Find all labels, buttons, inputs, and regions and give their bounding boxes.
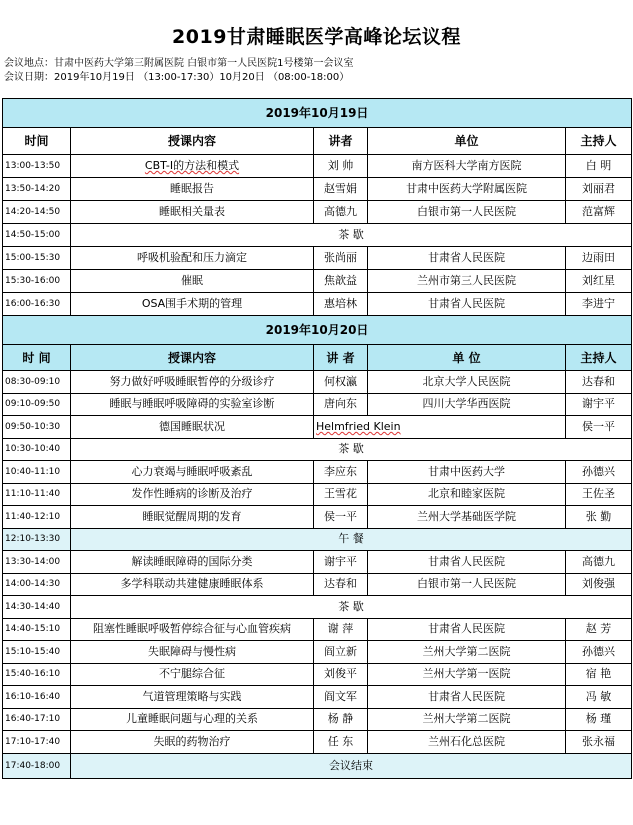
session-row	[3, 618, 632, 641]
session-row	[3, 483, 632, 506]
session-row	[3, 663, 632, 686]
host-cell: 赵 芳	[566, 618, 632, 641]
speaker-text: Helmfried Klein	[316, 419, 401, 433]
speaker-cell: 张尚丽	[314, 247, 368, 270]
topic-cell: 气道管理策略与实践	[71, 686, 314, 709]
host-cell: 侯一平	[566, 416, 632, 439]
time-cell: 11:10-11:40	[3, 483, 71, 506]
unit-cell: 白银市第一人民医院	[368, 201, 566, 224]
speaker-cell: 赵雪娟	[314, 178, 368, 201]
speaker-cell: 任 东	[314, 731, 368, 754]
unit-cell: 北京大学人民医院	[368, 371, 566, 394]
break-label: 午 餐	[71, 528, 632, 551]
topic-cell: 睡眠觉醒周期的发育	[71, 506, 314, 529]
topic-cell: 心力衰竭与睡眠呼吸紊乱	[71, 461, 314, 484]
session-row	[3, 506, 632, 529]
host-cell: 张 勤	[566, 506, 632, 529]
host-cell: 孙德兴	[566, 641, 632, 664]
day1-header-cell: 授课内容	[71, 128, 314, 155]
venue-line: 会议地点：甘肃中医药大学第三附属医院 白银市第一人民医院1号楼第一会议室	[4, 58, 354, 69]
time-cell: 10:40-11:10	[3, 461, 71, 484]
session-row	[3, 293, 632, 316]
session-row	[3, 393, 632, 416]
time-cell: 08:30-09:10	[3, 371, 71, 394]
speaker-cell: 高德九	[314, 201, 368, 224]
time-cell: 13:50-14:20	[3, 178, 71, 201]
break-label: 茶 歇	[71, 438, 632, 461]
host-cell: 刘丽君	[566, 178, 632, 201]
host-cell: 王佐圣	[566, 483, 632, 506]
host-cell: 达春和	[566, 371, 632, 394]
host-cell: 杨 瑾	[566, 708, 632, 731]
break-row	[3, 596, 632, 619]
topic-cell: 阻塞性睡眠呼吸暂停综合征与心血管疾病	[71, 618, 314, 641]
time-cell: 14:40-15:10	[3, 618, 71, 641]
speaker-cell: 谢 萍	[314, 618, 368, 641]
time-cell: 13:00-13:50	[3, 155, 71, 178]
speaker-cell: 刘俊平	[314, 663, 368, 686]
unit-cell: 兰州大学第二医院	[368, 708, 566, 731]
speaker-cell: 阎文军	[314, 686, 368, 709]
session-row	[3, 461, 632, 484]
break-row	[3, 528, 632, 551]
break-label: 茶 歇	[71, 596, 632, 619]
session-row	[3, 573, 632, 596]
unit-cell: 甘肃中医药大学	[368, 461, 566, 484]
unit-cell: 南方医科大学南方医院	[368, 155, 566, 178]
speaker-cell: 杨 静	[314, 708, 368, 731]
session-row	[3, 641, 632, 664]
host-cell: 李进宁	[566, 293, 632, 316]
topic-cell: 儿童睡眠问题与心理的关系	[71, 708, 314, 731]
host-cell: 谢宇平	[566, 393, 632, 416]
unit-cell: 白银市第一人民医院	[368, 573, 566, 596]
session-row	[3, 686, 632, 709]
session-row	[3, 731, 632, 754]
speaker-cell: 谢宇平	[314, 551, 368, 574]
time-cell: 15:40-16:10	[3, 663, 71, 686]
topic-cell: 努力做好呼吸睡眠暂停的分级诊疗	[71, 371, 314, 394]
speaker-cell: 阎立新	[314, 641, 368, 664]
speaker-cell: 刘 帅	[314, 155, 368, 178]
time-cell: 12:10-13:30	[3, 528, 71, 551]
date-line: 会议日期：2019年10月19日 （13:00-17:30）10月20日 （08:00-18:00）	[4, 72, 350, 83]
day2-header-cell: 讲 者	[314, 345, 368, 371]
speaker-cell: 惠培林	[314, 293, 368, 316]
speaker-cell: 侯一平	[314, 506, 368, 529]
time-cell: 11:40-12:10	[3, 506, 71, 529]
time-cell: 14:20-14:50	[3, 201, 71, 224]
day2-header-cell: 主持人	[566, 345, 632, 371]
session-row	[3, 155, 632, 178]
host-cell: 刘红星	[566, 270, 632, 293]
break-row	[3, 753, 632, 778]
topic-cell	[71, 155, 314, 178]
unit-cell: 兰州石化总医院	[368, 731, 566, 754]
session-row	[3, 371, 632, 394]
day1-date: 2019年10月19日	[3, 99, 632, 128]
speaker-cell	[314, 416, 566, 439]
topic-cell: 睡眠相关量表	[71, 201, 314, 224]
topic-cell: 解读睡眠障碍的国际分类	[71, 551, 314, 574]
time-cell: 16:10-16:40	[3, 686, 71, 709]
speaker-cell: 唐向东	[314, 393, 368, 416]
host-cell: 孙德兴	[566, 461, 632, 484]
topic-cell: 失眠障碍与慢性病	[71, 641, 314, 664]
time-cell: 09:10-09:50	[3, 393, 71, 416]
host-cell: 宿 艳	[566, 663, 632, 686]
time-cell: 17:40-18:00	[3, 753, 71, 778]
day1-date-row	[3, 99, 632, 128]
unit-cell: 甘肃中医药大学附属医院	[368, 178, 566, 201]
time-cell: 13:30-14:00	[3, 551, 71, 574]
host-cell: 边雨田	[566, 247, 632, 270]
topic-cell: 睡眠与睡眠呼吸障碍的实验室诊断	[71, 393, 314, 416]
day2-header-cell: 授课内容	[71, 345, 314, 371]
host-cell: 张永福	[566, 731, 632, 754]
host-cell: 范富辉	[566, 201, 632, 224]
unit-cell: 兰州大学基础医学院	[368, 506, 566, 529]
break-label: 茶 歇	[71, 224, 632, 247]
speaker-cell: 李应东	[314, 461, 368, 484]
session-row	[3, 247, 632, 270]
agenda-table	[2, 98, 632, 779]
topic-cell: 德国睡眠状况	[71, 416, 314, 439]
host-cell: 冯 敏	[566, 686, 632, 709]
speaker-cell: 焦歆益	[314, 270, 368, 293]
time-cell: 15:30-16:00	[3, 270, 71, 293]
speaker-cell: 王雪花	[314, 483, 368, 506]
break-label: 会议结束	[71, 753, 632, 778]
unit-cell: 甘肃省人民医院	[368, 618, 566, 641]
day2-date-row	[3, 316, 632, 345]
day1-header-cell: 讲者	[314, 128, 368, 155]
day1-header-row	[3, 128, 632, 155]
time-cell: 16:00-16:30	[3, 293, 71, 316]
time-cell: 17:10-17:40	[3, 731, 71, 754]
topic-cell: 不宁腿综合征	[71, 663, 314, 686]
day1-header-cell: 单位	[368, 128, 566, 155]
unit-cell: 甘肃省人民医院	[368, 293, 566, 316]
unit-cell: 甘肃省人民医院	[368, 551, 566, 574]
topic-cell: 多学科联动共建健康睡眠体系	[71, 573, 314, 596]
time-cell: 14:50-15:00	[3, 224, 71, 247]
break-row	[3, 438, 632, 461]
unit-cell: 兰州大学第一医院	[368, 663, 566, 686]
topic-text: CBT-I的方法和模式	[144, 159, 240, 172]
session-row	[3, 270, 632, 293]
day2-header-cell: 时 间	[3, 345, 71, 371]
session-row	[3, 416, 632, 439]
topic-cell: 睡眠报告	[71, 178, 314, 201]
session-row	[3, 551, 632, 574]
time-cell: 15:00-15:30	[3, 247, 71, 270]
session-row	[3, 201, 632, 224]
time-cell: 15:10-15:40	[3, 641, 71, 664]
session-row	[3, 178, 632, 201]
day2-header-cell: 单 位	[368, 345, 566, 371]
topic-cell: 发作性睡病的诊断及治疗	[71, 483, 314, 506]
unit-cell: 甘肃省人民医院	[368, 686, 566, 709]
topic-cell: 呼吸机验配和压力滴定	[71, 247, 314, 270]
topic-cell: OSA围手术期的管理	[71, 293, 314, 316]
time-cell: 14:30-14:40	[3, 596, 71, 619]
time-cell: 10:30-10:40	[3, 438, 71, 461]
unit-cell: 兰州市第三人民医院	[368, 270, 566, 293]
page-title: 2019甘肃睡眠医学高峰论坛议程	[172, 26, 461, 48]
session-row	[3, 708, 632, 731]
unit-cell: 北京和睦家医院	[368, 483, 566, 506]
host-cell: 白 明	[566, 155, 632, 178]
unit-cell: 甘肃省人民医院	[368, 247, 566, 270]
day2-date: 2019年10月20日	[3, 316, 632, 345]
break-row	[3, 224, 632, 247]
time-cell: 09:50-10:30	[3, 416, 71, 439]
speaker-cell: 达春和	[314, 573, 368, 596]
day1-header-cell: 主持人	[566, 128, 632, 155]
day1-header-cell: 时间	[3, 128, 71, 155]
unit-cell: 四川大学华西医院	[368, 393, 566, 416]
topic-cell: 催眠	[71, 270, 314, 293]
speaker-cell: 何权瀛	[314, 371, 368, 394]
day2-header-row	[3, 345, 632, 371]
host-cell: 刘俊强	[566, 573, 632, 596]
host-cell: 高德九	[566, 551, 632, 574]
unit-cell: 兰州大学第二医院	[368, 641, 566, 664]
time-cell: 16:40-17:10	[3, 708, 71, 731]
topic-cell: 失眠的药物治疗	[71, 731, 314, 754]
time-cell: 14:00-14:30	[3, 573, 71, 596]
